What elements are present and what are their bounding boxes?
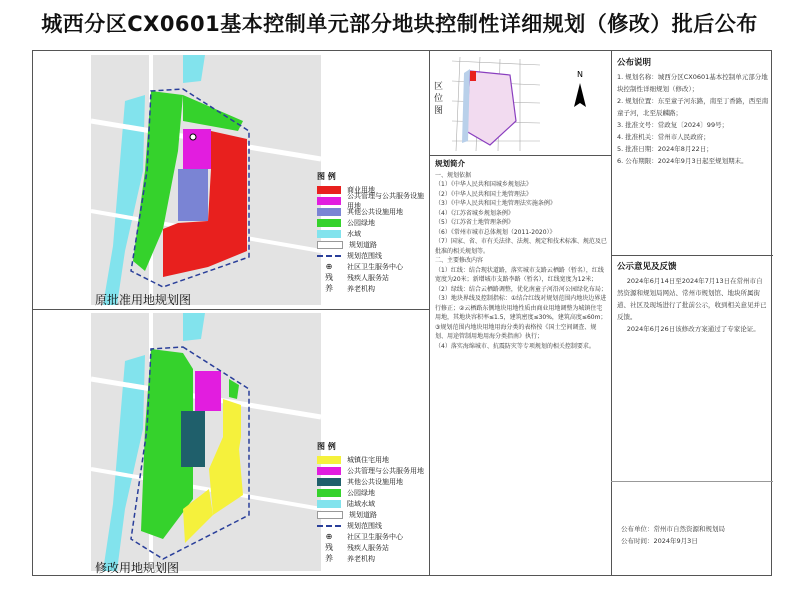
- health-center-icon: ⊕: [325, 262, 333, 271]
- original-map-label: 原批准用地规划图: [95, 293, 192, 307]
- publisher-info: [621, 523, 769, 547]
- legend-label: 公园绿地: [347, 488, 375, 497]
- content-item: （2）绿线：结合云栖路调整，优化南童子河沿河公园绿化布局；: [435, 285, 607, 293]
- content-item: （3）地块界线及控制指标：①结合红线对规划范围内地块边界进行修正；②云栖路东侧地块用地性质由商业用地调整为城镇住宅用地，其地块容积率≤1.5，建筑密度≤30%，建筑高度≤60m；③规划范围内地块用地用海分类的表格按《国土空间调查、规划、用途管制用地用海分类指南》执行；: [435, 295, 607, 340]
- original-land-use-map: [33, 51, 429, 309]
- basis-item: （6）《常州市城市总体规划（2011-2020）》: [435, 228, 556, 236]
- legend-label: 公共管理与公共服务设施用地: [347, 191, 424, 210]
- legend-item: [317, 239, 429, 250]
- notice-item: 6. 公布期限：2024年9月3日起至规划期末。: [617, 157, 748, 165]
- legend-swatch: [317, 456, 341, 464]
- legend-label: 社区卫生服务中心: [347, 532, 403, 541]
- original-legend: [317, 171, 429, 294]
- legend-item: [317, 487, 424, 498]
- notice-item: 3. 批准文号：常政复〔2024〕99号；: [617, 121, 729, 129]
- legend-swatch: [317, 478, 341, 486]
- legend-label: 商业用地: [347, 185, 375, 194]
- divider: [611, 255, 773, 256]
- planning-basis-title: 一、规划依据: [435, 171, 472, 179]
- legend-item: [317, 261, 429, 272]
- basis-item: （3）《中华人民共和国土地管理法实施条例》: [435, 200, 556, 207]
- notice-item: 2. 规划位置：东至童子河东路，南至丁香路，西至南童子河，北至辰麟路；: [617, 97, 769, 117]
- legend-item: [317, 250, 429, 261]
- planning-intro: [435, 159, 607, 351]
- basis-item: （7）国家、省、市有关法律、法规、规定和技术标准、规范及已批准的相关规划等。: [435, 238, 607, 255]
- feedback-title: 公示意见及反馈: [617, 262, 677, 272]
- notice-title: 公布说明: [617, 58, 652, 68]
- legend-swatch: [317, 511, 343, 519]
- elderly-care-icon: 养: [325, 284, 333, 293]
- legend-item: [317, 553, 424, 564]
- divider: [611, 481, 773, 482]
- legend-swatch: [317, 467, 341, 475]
- legend-item: [317, 509, 424, 520]
- revised-land-use-map: [33, 309, 429, 577]
- legend-swatch: [317, 197, 341, 205]
- disability-station-icon: 残: [325, 273, 333, 282]
- compass-label: N: [577, 70, 583, 79]
- legend-label: 养老机构: [347, 554, 375, 563]
- legend-item: [317, 283, 429, 294]
- legend-item: [317, 476, 424, 487]
- location-map-drawing: [430, 51, 611, 155]
- legend-item: [317, 531, 424, 542]
- legend-item: [317, 191, 429, 210]
- divider: [429, 155, 611, 156]
- legend-label: 规划范围线: [347, 251, 382, 260]
- legend-label: 残疾人服务站: [347, 273, 389, 282]
- legend-swatch: [317, 255, 341, 257]
- legend-swatch: [317, 500, 341, 508]
- disability-station-icon: 残: [325, 543, 333, 552]
- feedback-section: [617, 261, 769, 335]
- legend-label: 城镇住宅用地: [347, 455, 389, 464]
- legend-swatch: [317, 208, 341, 216]
- legend-item: [317, 217, 429, 228]
- location-map: [430, 51, 611, 155]
- legend-item: [317, 542, 424, 553]
- revised-legend: [317, 441, 424, 564]
- legend-label: 规划道路: [349, 240, 377, 249]
- legend-swatch: [317, 219, 341, 227]
- legend-label: 公共管理与公共服务用地: [347, 466, 424, 475]
- legend-item: [317, 454, 424, 465]
- legend-swatch: [317, 186, 341, 194]
- north-arrow-icon: [574, 83, 586, 107]
- planning-intro-title: 规划简介: [435, 159, 465, 168]
- legend-label: 其他公共设施用地: [347, 477, 403, 486]
- divider: [611, 51, 612, 575]
- legend-label: 其他公共设施用地: [347, 207, 403, 216]
- basis-item: （5）《江苏省土地管理条例》: [435, 219, 514, 226]
- legend-swatch: [317, 489, 341, 497]
- legend-swatch: [317, 241, 343, 249]
- health-center-icon: ⊕: [325, 532, 333, 541]
- feedback-paragraph: 2024年6月26日该修改方案通过了专家论证。: [626, 325, 760, 333]
- notice-item: 4. 批准机关：常州市人民政府；: [617, 133, 710, 141]
- legend-item: [317, 520, 424, 531]
- announcement-board: [32, 50, 772, 576]
- legend-label: 规划道路: [349, 510, 377, 519]
- feedback-paragraph: 2024年6月14日至2024年7月13日在常州市自然资源和规划局网站、常州市规划馆、地块所属街道、社区及现场进行了批前公示，收到相关意见并已反馈。: [617, 277, 767, 321]
- legend-item: [317, 498, 424, 509]
- legend-label: 规划范围线: [347, 521, 382, 530]
- legend-label: 养老机构: [347, 284, 375, 293]
- legend-label: 水域: [347, 229, 361, 238]
- legend-label: 公园绿地: [347, 218, 375, 227]
- notice-item: 1. 规划名称：城西分区CX0601基本控制单元部分地块控制性详细规划（修改）；: [617, 73, 768, 93]
- publisher-time: 公布时间：2024年9月3日: [621, 537, 698, 545]
- location-map-label: 区位图: [434, 82, 444, 116]
- legend-title: 图 例: [317, 172, 336, 181]
- legend-item: [317, 228, 429, 239]
- legend-label: 社区卫生服务中心: [347, 262, 403, 271]
- legend-item: [317, 465, 424, 476]
- page-title: 城西分区CX0601基本控制单元部分地块控制性详细规划（修改）批后公布: [41, 12, 758, 36]
- content-item: （4）落实海绵城市、抗震防灾等专项规划的相关控制要求。: [435, 342, 595, 350]
- publisher-unit: 公布单位：常州市自然资源和规划局: [621, 525, 725, 533]
- basis-item: （1）《中华人民共和国城乡规划法》: [435, 181, 532, 188]
- legend-swatch: [317, 525, 341, 527]
- revised-map-label: 修改用地规划图: [95, 561, 180, 575]
- basis-item: （2）《中华人民共和国土地管理法》: [435, 190, 532, 198]
- publication-notice: [617, 57, 769, 167]
- legend-title: 图 例: [317, 442, 336, 451]
- legend-label: 陆域水域: [347, 499, 375, 508]
- legend-label: 残疾人服务站: [347, 543, 389, 552]
- content-item: （1）红线：结合现状道路，落实城市支路云栖路（暂名），红线宽度为20米；新增城市支路李路（暂名），红线宽度为12米；: [435, 266, 604, 283]
- legend-item: [317, 272, 429, 283]
- notice-item: 5. 批准日期：2024年8月22日；: [617, 145, 713, 153]
- elderly-care-icon: 养: [325, 554, 333, 563]
- planning-content-title: 二、主要修改内容: [435, 257, 484, 264]
- basis-item: （4）《江苏省城乡规划条例》: [435, 209, 514, 217]
- legend-swatch: [317, 230, 341, 238]
